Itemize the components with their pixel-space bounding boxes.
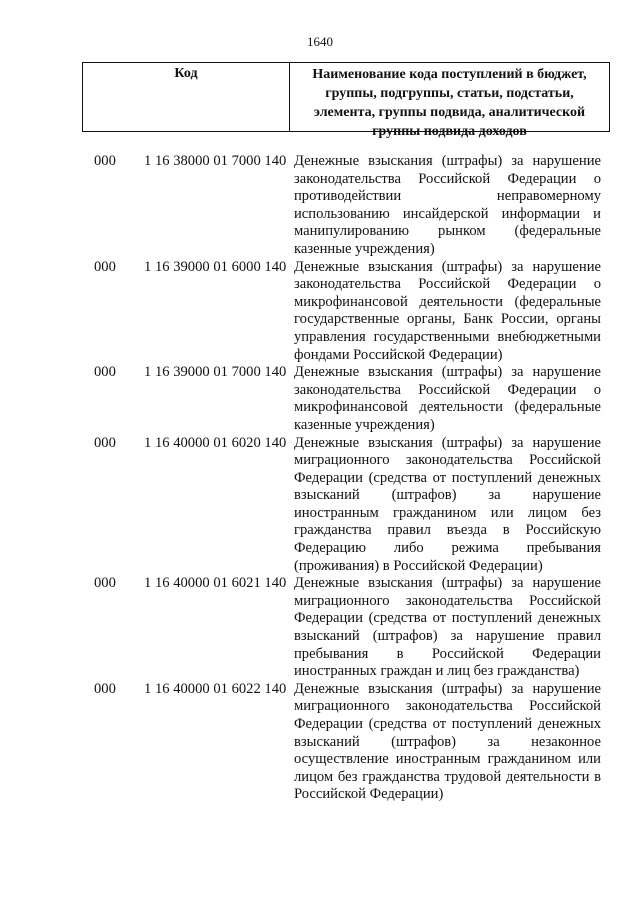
- admin-code: 000: [94, 575, 116, 592]
- code-column-header: Код: [83, 63, 290, 131]
- revenue-code: 1 16 39000 01 6000 140: [144, 258, 287, 275]
- table-row: [0, 435, 640, 576]
- table-row: [0, 575, 640, 681]
- table-row: [0, 364, 640, 434]
- revenue-description: Денежные взыскания (штрафы) за нарушение миграционного законодательства Российской Федерации (средства от поступлений денежных взысканий (штрафов) за нарушение иностранным гражданином или лицом без гражданства правил въезда в Российскую Федерацию либо режима пребывания (проживания) в Российской Федерации): [294, 434, 601, 574]
- revenue-code: 1 16 40000 01 6022 140: [144, 680, 287, 697]
- revenue-description: Денежные взыскания (штрафы) за нарушение миграционного законодательства Российской Федерации (средства от поступлений денежных взысканий (штрафов) за нарушение правил пребывания в Российской Федерации иностранных граждан и лиц без гражданства): [294, 575, 601, 680]
- table-header: [82, 62, 610, 139]
- admin-code: 000: [94, 680, 116, 697]
- table-row: [0, 259, 640, 365]
- revenue-description: Денежные взыскания (штрафы) за нарушение законодательства Российской Федерации о микрофинансовой деятельности (федеральные государственные органы, Банк России, органы управления государственными внебюджетными фондами Российской Федерации): [294, 258, 601, 363]
- revenue-code-list: [0, 153, 640, 804]
- revenue-code: 1 16 40000 01 6021 140: [144, 575, 287, 592]
- revenue-code: 1 16 39000 01 7000 140: [144, 364, 287, 381]
- revenue-code: 1 16 40000 01 6020 140: [144, 434, 287, 451]
- admin-code: 000: [94, 364, 116, 381]
- admin-code: 000: [94, 434, 116, 451]
- revenue-description: Денежные взыскания (штрафы) за нарушение законодательства Российской Федерации о микрофинансовой деятельности (федеральные казенные учреждения): [294, 364, 601, 433]
- admin-code: 000: [94, 153, 116, 169]
- page-number: 1640: [307, 34, 333, 49]
- table-row: [0, 681, 640, 804]
- revenue-description: Денежные взыскания (штрафы) за нарушение законодательства Российской Федерации о противодействии неправомерному использованию инсайдерской информации и манипулированию рынком (федеральные казенные учреждения): [294, 153, 601, 257]
- revenue-description: Денежные взыскания (штрафы) за нарушение миграционного законодательства Российской Федерации (средства от поступлений денежных взысканий (штрафов) за незаконное осуществление иностранным гражданином или лицом без гражданства трудовой деятельности в Российской Федерации): [294, 680, 601, 803]
- admin-code: 000: [94, 258, 116, 275]
- name-column-header: Наименование кода поступлений в бюджет, группы, подгруппы, статьи, подстатьи, элемента, группы подвида, аналитической группы подвида доходов: [312, 67, 587, 139]
- table-row: [0, 153, 640, 259]
- revenue-code: 1 16 38000 01 7000 140: [144, 153, 287, 169]
